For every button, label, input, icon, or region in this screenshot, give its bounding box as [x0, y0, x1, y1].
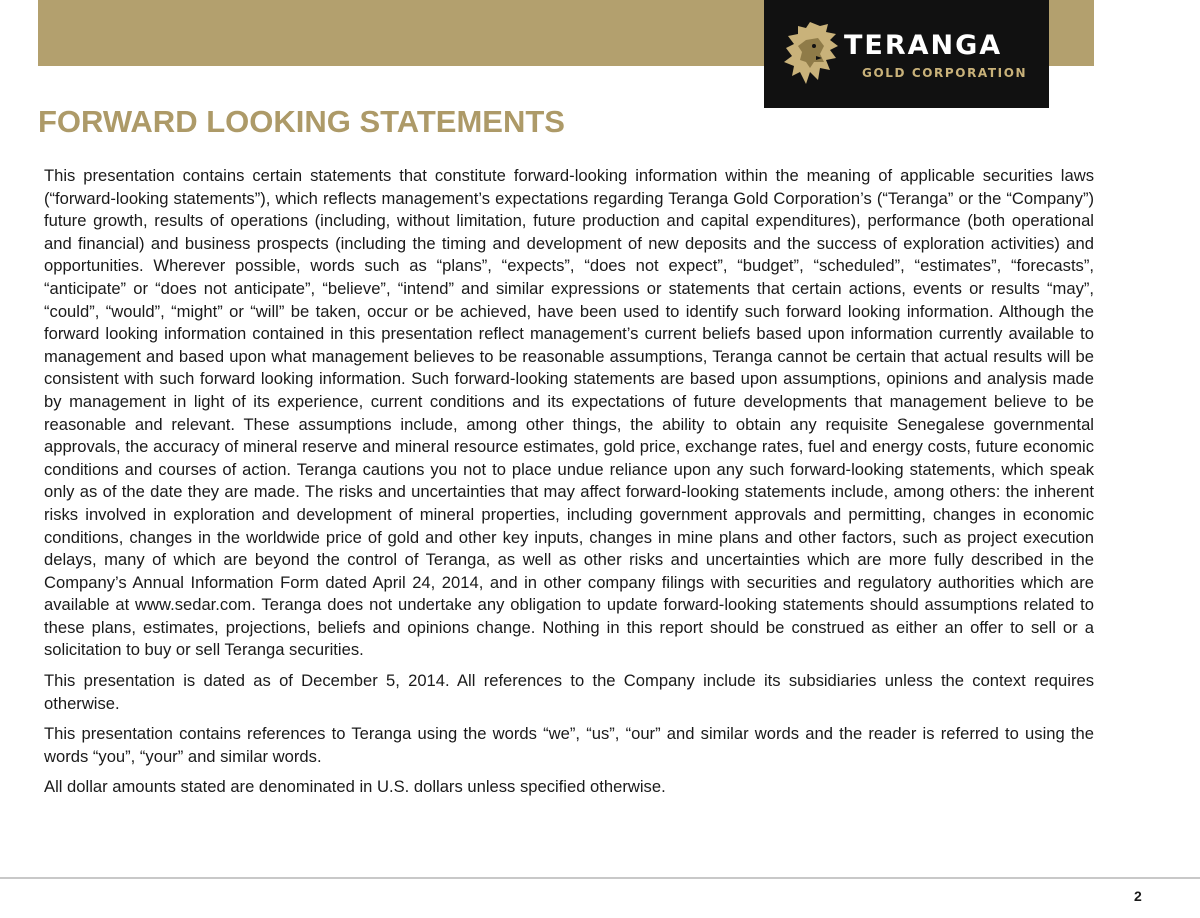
paragraph-date: This presentation is dated as of December 5, 2014. All references to the Company include its subsidiaries unless the context requires otherwise.	[44, 671, 1094, 713]
lion-head-icon	[780, 18, 842, 88]
paragraph-forward-looking: This presentation contains certain statements that constitute forward-looking information within the meaning of applicable securities laws (“forward-looking statements”), which reflects management’s expectations regarding Teranga Gold Corporation’s (“Teranga” or the “Company”) future growth, results of operations (including, without limitation, future production and capital expenditures), performance (both operational and financial) and business prospects (including the timing and development of new deposits and the success of exploration activities) and opportunities. Wherever possible, words such as “plans”, “expects”, “does not expect”, “budget”, “scheduled”, “estimates”, “forecasts”, “anticipate” or “does not anticipate”, “believe”, “intend” and similar expressions or statements that certain actions, events or results “may”, “could”, “would”, “might” or “will” be taken, occur or be achieved, have been used to identify such forward looking information. Although the forward looking information contained in this presentation reflect management’s current beliefs based upon information currently available to management and based upon what management believes to be reasonable assumptions, Teranga cannot be certain that actual results will be consistent with such forward looking information. Such forward-looking statements are based upon assumptions, opinions and analysis made by management in light of its experience, current conditions and its expectations of future developments that management believe to be reasonable and relevant. These assumptions include, among other things, the ability to obtain any requisite Senegalese governmental approvals, the accuracy of mineral reserve and mineral resource estimates, gold price, exchange rates, fuel and energy costs, future economic conditions and courses of action. Teranga cautions you not to place undue reliance upon any such forward-looking statements, which speak only as of the date they are made. The risks and uncertainties that may affect forward-looking statements include, among others: the inherent risks involved in exploration and development of mineral properties, including government approvals and permitting, changes in economic conditions, changes in the worldwide price of gold and other key inputs, changes in mine plans and other factors, such as project execution delays, many of which are beyond the control of Teranga, as well as other risks and uncertainties which are more fully described in the Company’s Annual Information Form dated April 24, 2014, and in other company filings with securities and regulatory authorities which are available at www.sedar.com. Teranga does not undertake any obligation to update forward-looking statements should assumptions related to these plans, estimates, projections, beliefs and opinions change. Nothing in this report should be construed as either an offer to sell or a solicitation to buy or sell Teranga securities.	[44, 166, 1094, 660]
statement-body	[44, 165, 1094, 799]
logo-subtitle: GOLD CORPORATION	[862, 66, 1028, 80]
page-number: 2	[1134, 888, 1142, 904]
footer-divider	[0, 877, 1200, 879]
company-logo	[764, 0, 1049, 108]
paragraph-references: This presentation contains references to Teranga using the words “we”, “us”, “our” and similar words and the reader is referred to using the words “you”, “your” and similar words.	[44, 724, 1094, 766]
paragraph-currency: All dollar amounts stated are denominated in U.S. dollars unless specified otherwise.	[44, 777, 666, 797]
page-title: FORWARD LOOKING STATEMENTS	[38, 104, 565, 139]
logo-wordmark: TERANGA	[844, 30, 1003, 61]
